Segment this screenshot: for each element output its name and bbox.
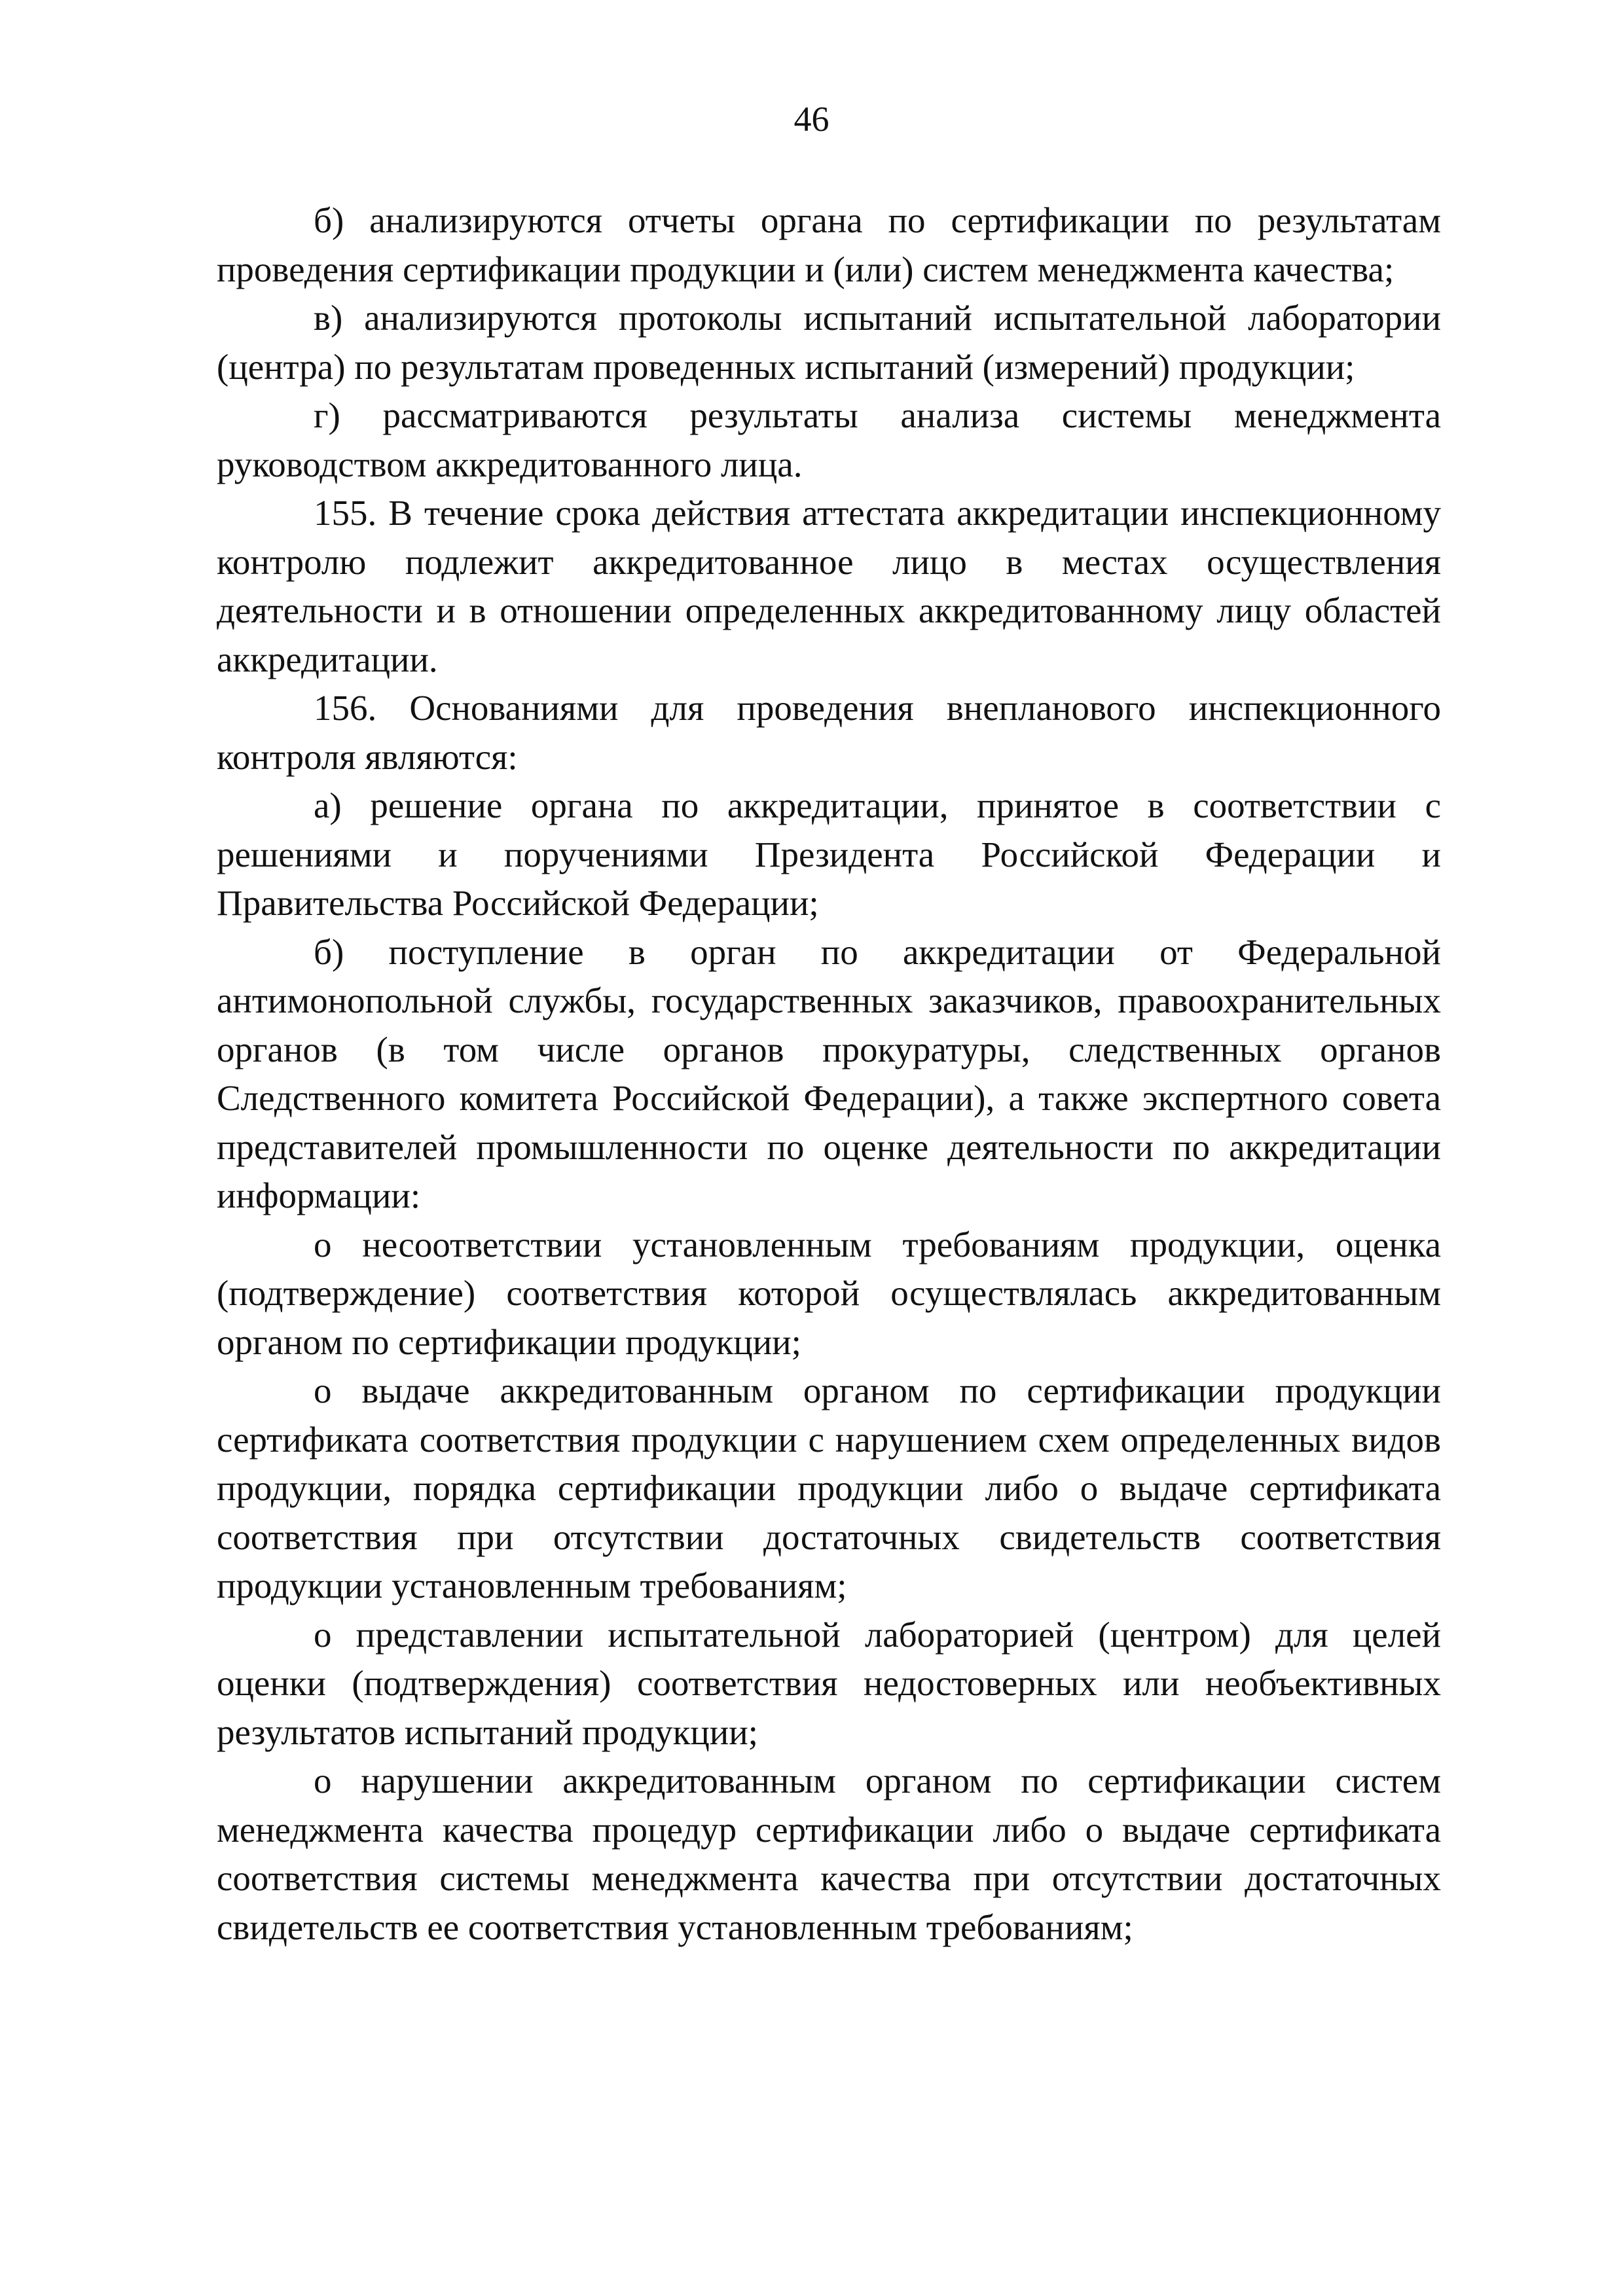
paragraph-156: 156. Основаниями для проведения внепланового инспекционного контроля являются: — [217, 688, 1441, 777]
paragraph-a-decision: а) решение органа по аккредитации, принятое в соответствии с решениями и поручениями Президента Российской Федерации и Правительства Российской Федерации; — [217, 785, 1441, 923]
list-item-unreliable-results: о представлении испытательной лабораторией (центром) для целей оценки (подтверждения) соответствия недостоверных или необъективных результатов испытаний продукции; — [217, 1614, 1441, 1752]
document-body — [217, 196, 1441, 1952]
list-item-management-system-violation: о нарушении аккредитованным органом по сертификации систем менеджмента качества процедур сертификации либо о выдаче сертификата соответствия системы менеджмента качества при отсутствии достаточных свидетельств ее соответствия установленным требованиям; — [217, 1761, 1441, 1947]
paragraph-155: 155. В течение срока действия аттестата аккредитации инспекционному контролю подлежит аккредитованное лицо в местах осуществления деятельности и в отношении определенных аккредитованному лицу областей аккредитации. — [217, 493, 1441, 679]
list-item-certificate-issuance: о выдаче аккредитованным органом по сертификации продукции сертификата соответствия продукции с нарушением схем определенных видов продукции, порядка сертификации продукции либо о выдаче сертификата соответствия при отсутствии достаточных свидетельств соответствия продукции установленным требованиям; — [217, 1371, 1441, 1605]
paragraph-b-reports: б) анализируются отчеты органа по сертификации по результатам проведения сертификации продукции и (или) систем менеджмента качества; — [217, 200, 1441, 289]
list-item-nonconformity: о несоответствии установленным требованиям продукции, оценка (подтверждение) соответствия которой осуществлялась аккредитованным органом по сертификации продукции; — [217, 1224, 1441, 1362]
paragraph-v-protocols: в) анализируются протоколы испытаний испытательной лаборатории (центра) по результатам проведенных испытаний (измерений) продукции; — [217, 298, 1441, 387]
paragraph-g-management-review: г) рассматриваются результаты анализа системы менеджмента руководством аккредитованного лица. — [217, 395, 1441, 484]
page-number: 46 — [793, 99, 830, 139]
paragraph-b-information: б) поступление в орган по аккредитации от Федеральной антимонопольной службы, государственных заказчиков, правоохранительных органов (в том числе органов прокуратуры, следственных органов Следственного комитета Российской Федерации), а также экспертного совета представителей промышленности по оценке деятельности по аккредитации информации: — [217, 931, 1441, 1215]
